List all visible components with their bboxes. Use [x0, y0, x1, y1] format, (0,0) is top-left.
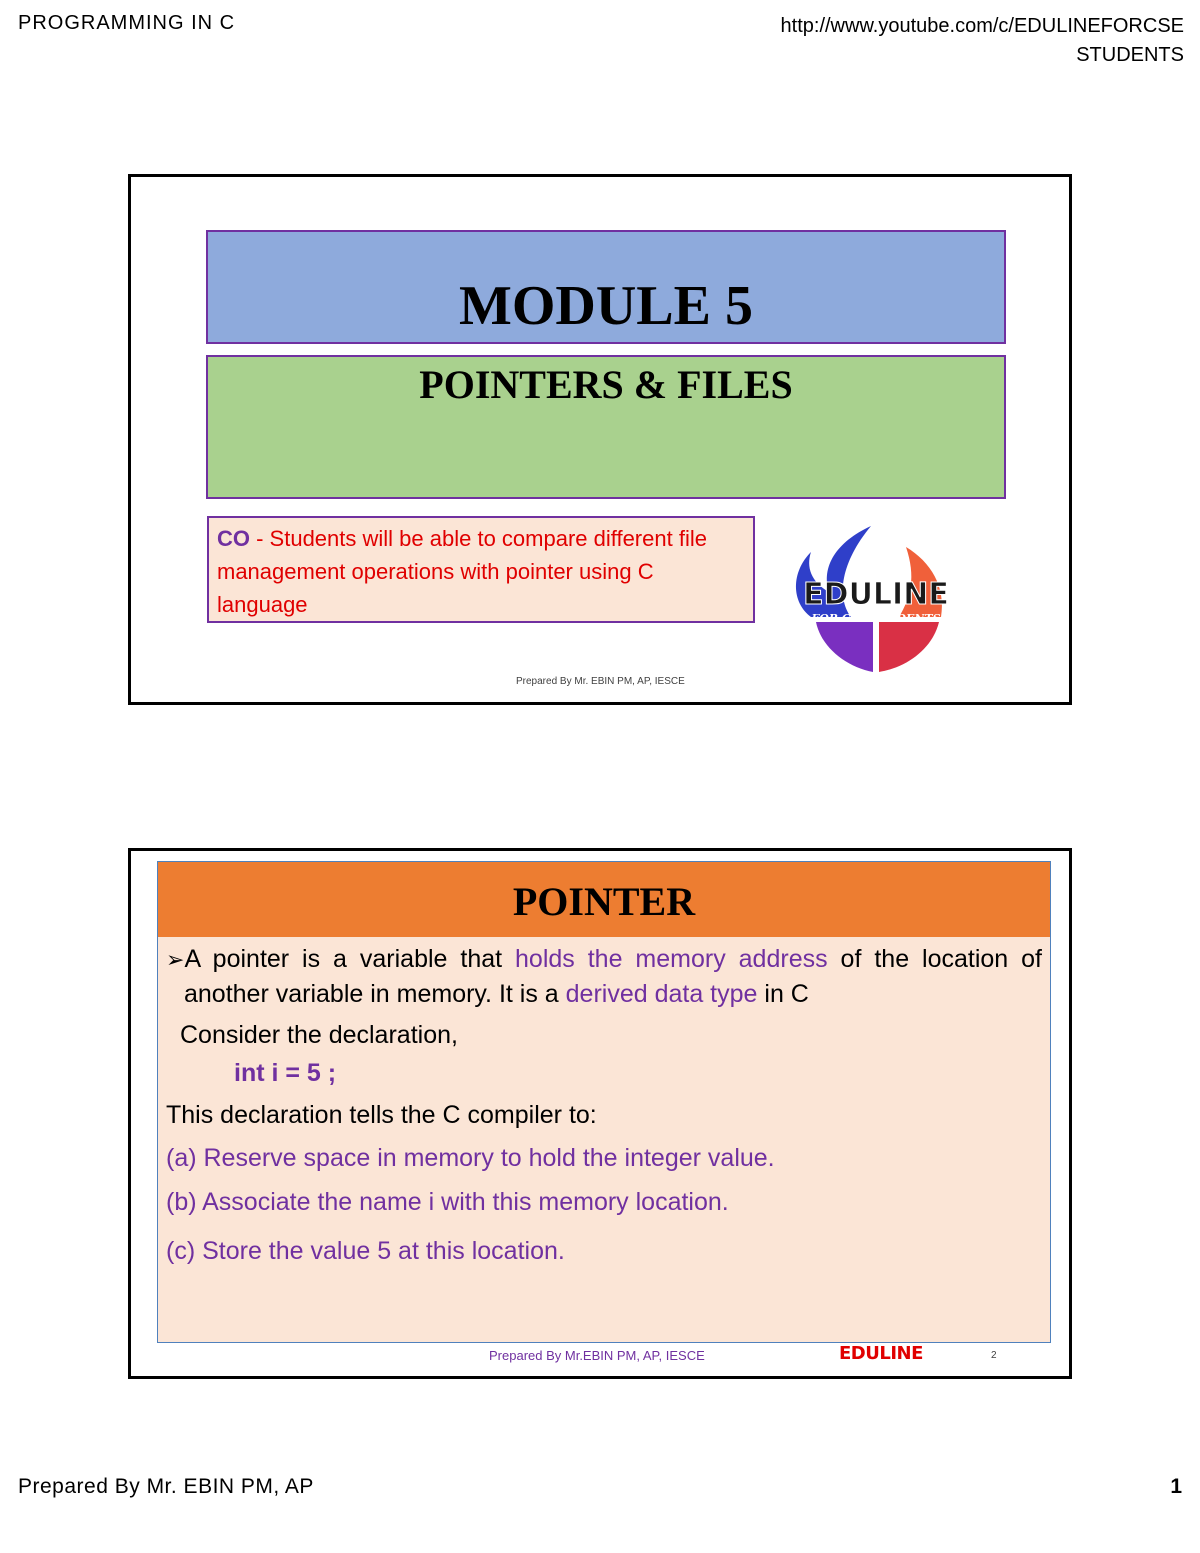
- pointer-title: POINTER: [512, 879, 696, 924]
- code-declaration: int i = 5 ;: [234, 1059, 337, 1087]
- consider-text: Consider the declaration,: [180, 1021, 458, 1049]
- pointer-content-box: [157, 861, 1051, 1343]
- arrow-bullet-icon: ➢: [166, 947, 185, 972]
- slide-1: [128, 174, 1072, 705]
- co-label: CO: [217, 526, 250, 551]
- slide-2: [128, 848, 1072, 1379]
- eduline-logo: [781, 522, 971, 677]
- highlight-derived-type: derived data type: [565, 980, 758, 1008]
- list-item-b: (b) Associate the name i with this memory location.: [166, 1188, 729, 1216]
- header-course: PROGRAMMING IN C: [18, 12, 236, 34]
- header-url-line2: STUDENTS: [1076, 44, 1184, 66]
- slide1-prepared-by: Prepared By Mr. EBIN PM, AP, IESCE: [516, 676, 685, 687]
- header-url: [781, 12, 1184, 70]
- module-subtitle: POINTERS & FILES: [419, 362, 793, 407]
- module-title-box: [206, 230, 1006, 344]
- logo-name: EDULINE: [803, 577, 949, 612]
- co-text: - Students will be able to compare different file management operations with pointer using C language: [217, 526, 707, 617]
- slide2-page-number: 2: [991, 1350, 997, 1361]
- slide2-brand: EDULINE: [839, 1343, 923, 1364]
- list-item-c: (c) Store the value 5 at this location.: [166, 1237, 565, 1265]
- pointer-definition: ➢A pointer is a variable that holds the memory address of the location of another variable in memory. It is a derived data type in C: [166, 945, 1042, 1008]
- logo-tagline: FOR CSE STUDENTS: [811, 612, 941, 625]
- course-outcome-box: [207, 516, 755, 623]
- footer-page-number: 1: [1170, 1475, 1182, 1498]
- pointer-body: [166, 942, 1042, 1270]
- module-subtitle-box: [206, 355, 1006, 499]
- declaration-tells: This declaration tells the C compiler to:: [166, 1101, 597, 1129]
- module-title: MODULE 5: [459, 275, 753, 337]
- highlight-memory-address: holds the memory address: [515, 945, 828, 973]
- footer-prepared-by: Prepared By Mr. EBIN PM, AP: [18, 1475, 314, 1498]
- header-url-line1: http://www.youtube.com/c/EDULINEFORCSE: [780, 15, 1184, 37]
- slide2-prepared-by: Prepared By Mr.EBIN PM, AP, IESCE: [489, 1348, 705, 1363]
- pointer-header: [158, 862, 1050, 937]
- list-item-a: (a) Reserve space in memory to hold the integer value.: [166, 1144, 775, 1172]
